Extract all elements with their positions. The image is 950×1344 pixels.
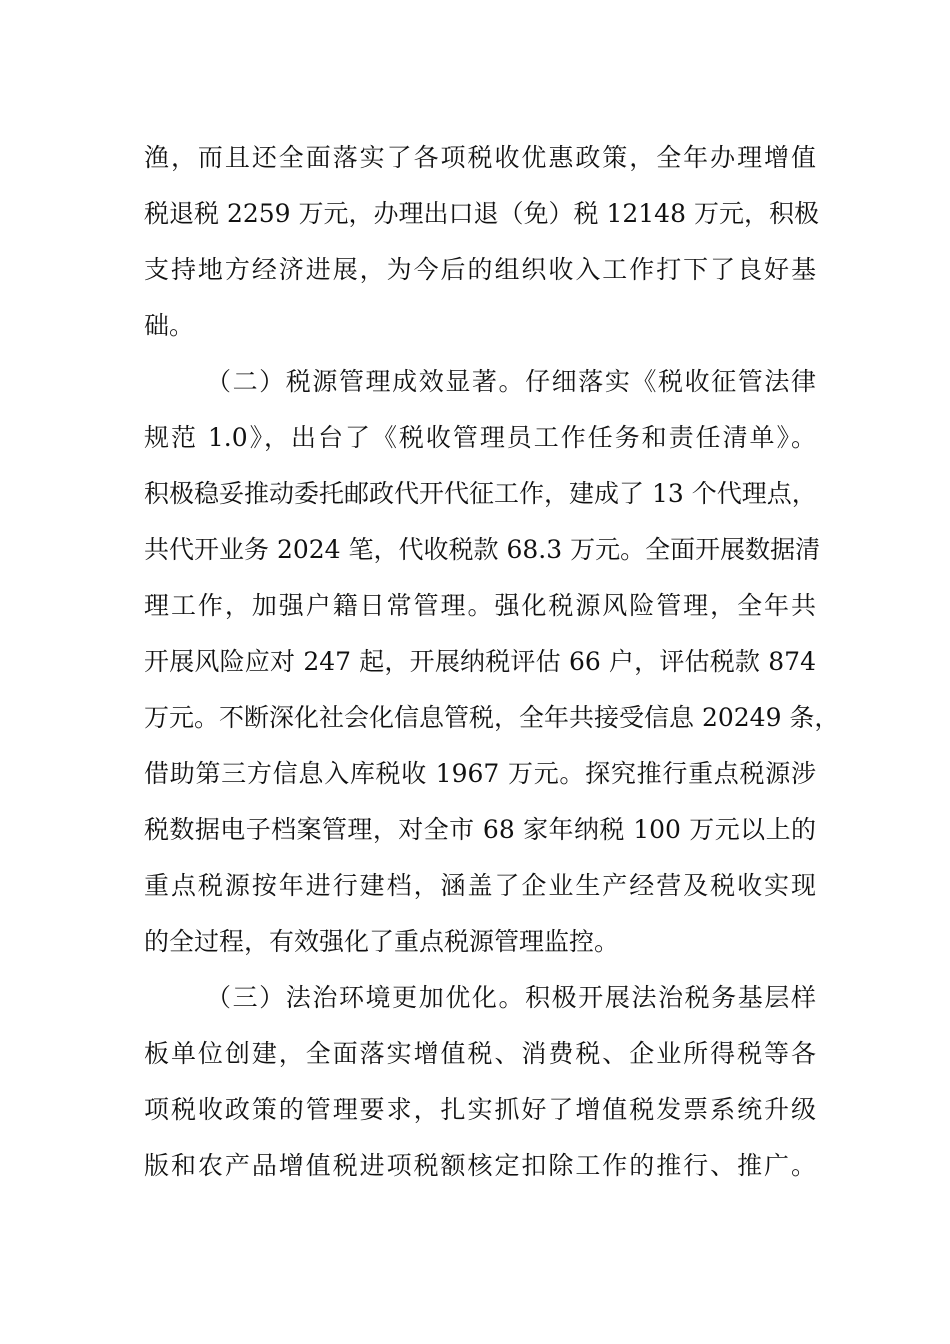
- text-line-4: 础。: [144, 311, 195, 340]
- text-line-19: 版和农产品增值税进项税额核定扣除工作的推行、推广。: [144, 1151, 816, 1180]
- text-line-17: 板单位创建，全面落实增值税、消费税、企业所得税等各: [144, 1039, 816, 1068]
- text-line-6: 规范 1.0》，出台了《税收管理员工作任务和责任清单》。: [144, 423, 816, 452]
- text-line-9: 理工作，加强户籍日常管理。强化税源风险管理，全年共: [144, 591, 816, 620]
- text-line-15: 的全过程，有效强化了重点税源管理监控。: [144, 927, 620, 956]
- body-text: [144, 130, 840, 1194]
- text-line-1: 渔，而且还全面落实了各项税收优惠政策，全年办理增值: [144, 143, 816, 172]
- text-line-11: 万元。不断深化社会化信息管税，全年共接受信息 20249 条，: [144, 703, 840, 732]
- text-line-2: 税退税 2259 万元，办理出口退（免）税 12148 万元，积极: [144, 199, 819, 228]
- text-line-13: 税数据电子档案管理，对全市 68 家年纳税 100 万元以上的: [144, 815, 816, 844]
- text-line-7: 积极稳妥推动委托邮政代开代征工作，建成了 13 个代理点，: [144, 479, 817, 508]
- text-line-10: 开展风险应对 247 起，开展纳税评估 66 户，评估税款 874: [144, 647, 816, 676]
- text-line-8: 共代开业务 2024 笔，代收税款 68.3 万元。全面开展数据清: [144, 535, 821, 564]
- text-line-12: 借助第三方信息入库税收 1967 万元。探究推行重点税源涉: [144, 759, 816, 788]
- paragraph-heading-3: （三）法治环境更加优化。积极开展法治税务基层样: [206, 983, 816, 1012]
- paragraph-heading-2: （二）税源管理成效显著。仔细落实《税收征管法律: [206, 367, 816, 396]
- text-line-18: 项税收政策的管理要求，扎实抓好了增值税发票系统升级: [144, 1095, 816, 1124]
- text-line-3: 支持地方经济进展，为今后的组织收入工作打下了良好基: [144, 255, 816, 284]
- text-line-14: 重点税源按年进行建档，涵盖了企业生产经营及税收实现: [144, 871, 816, 900]
